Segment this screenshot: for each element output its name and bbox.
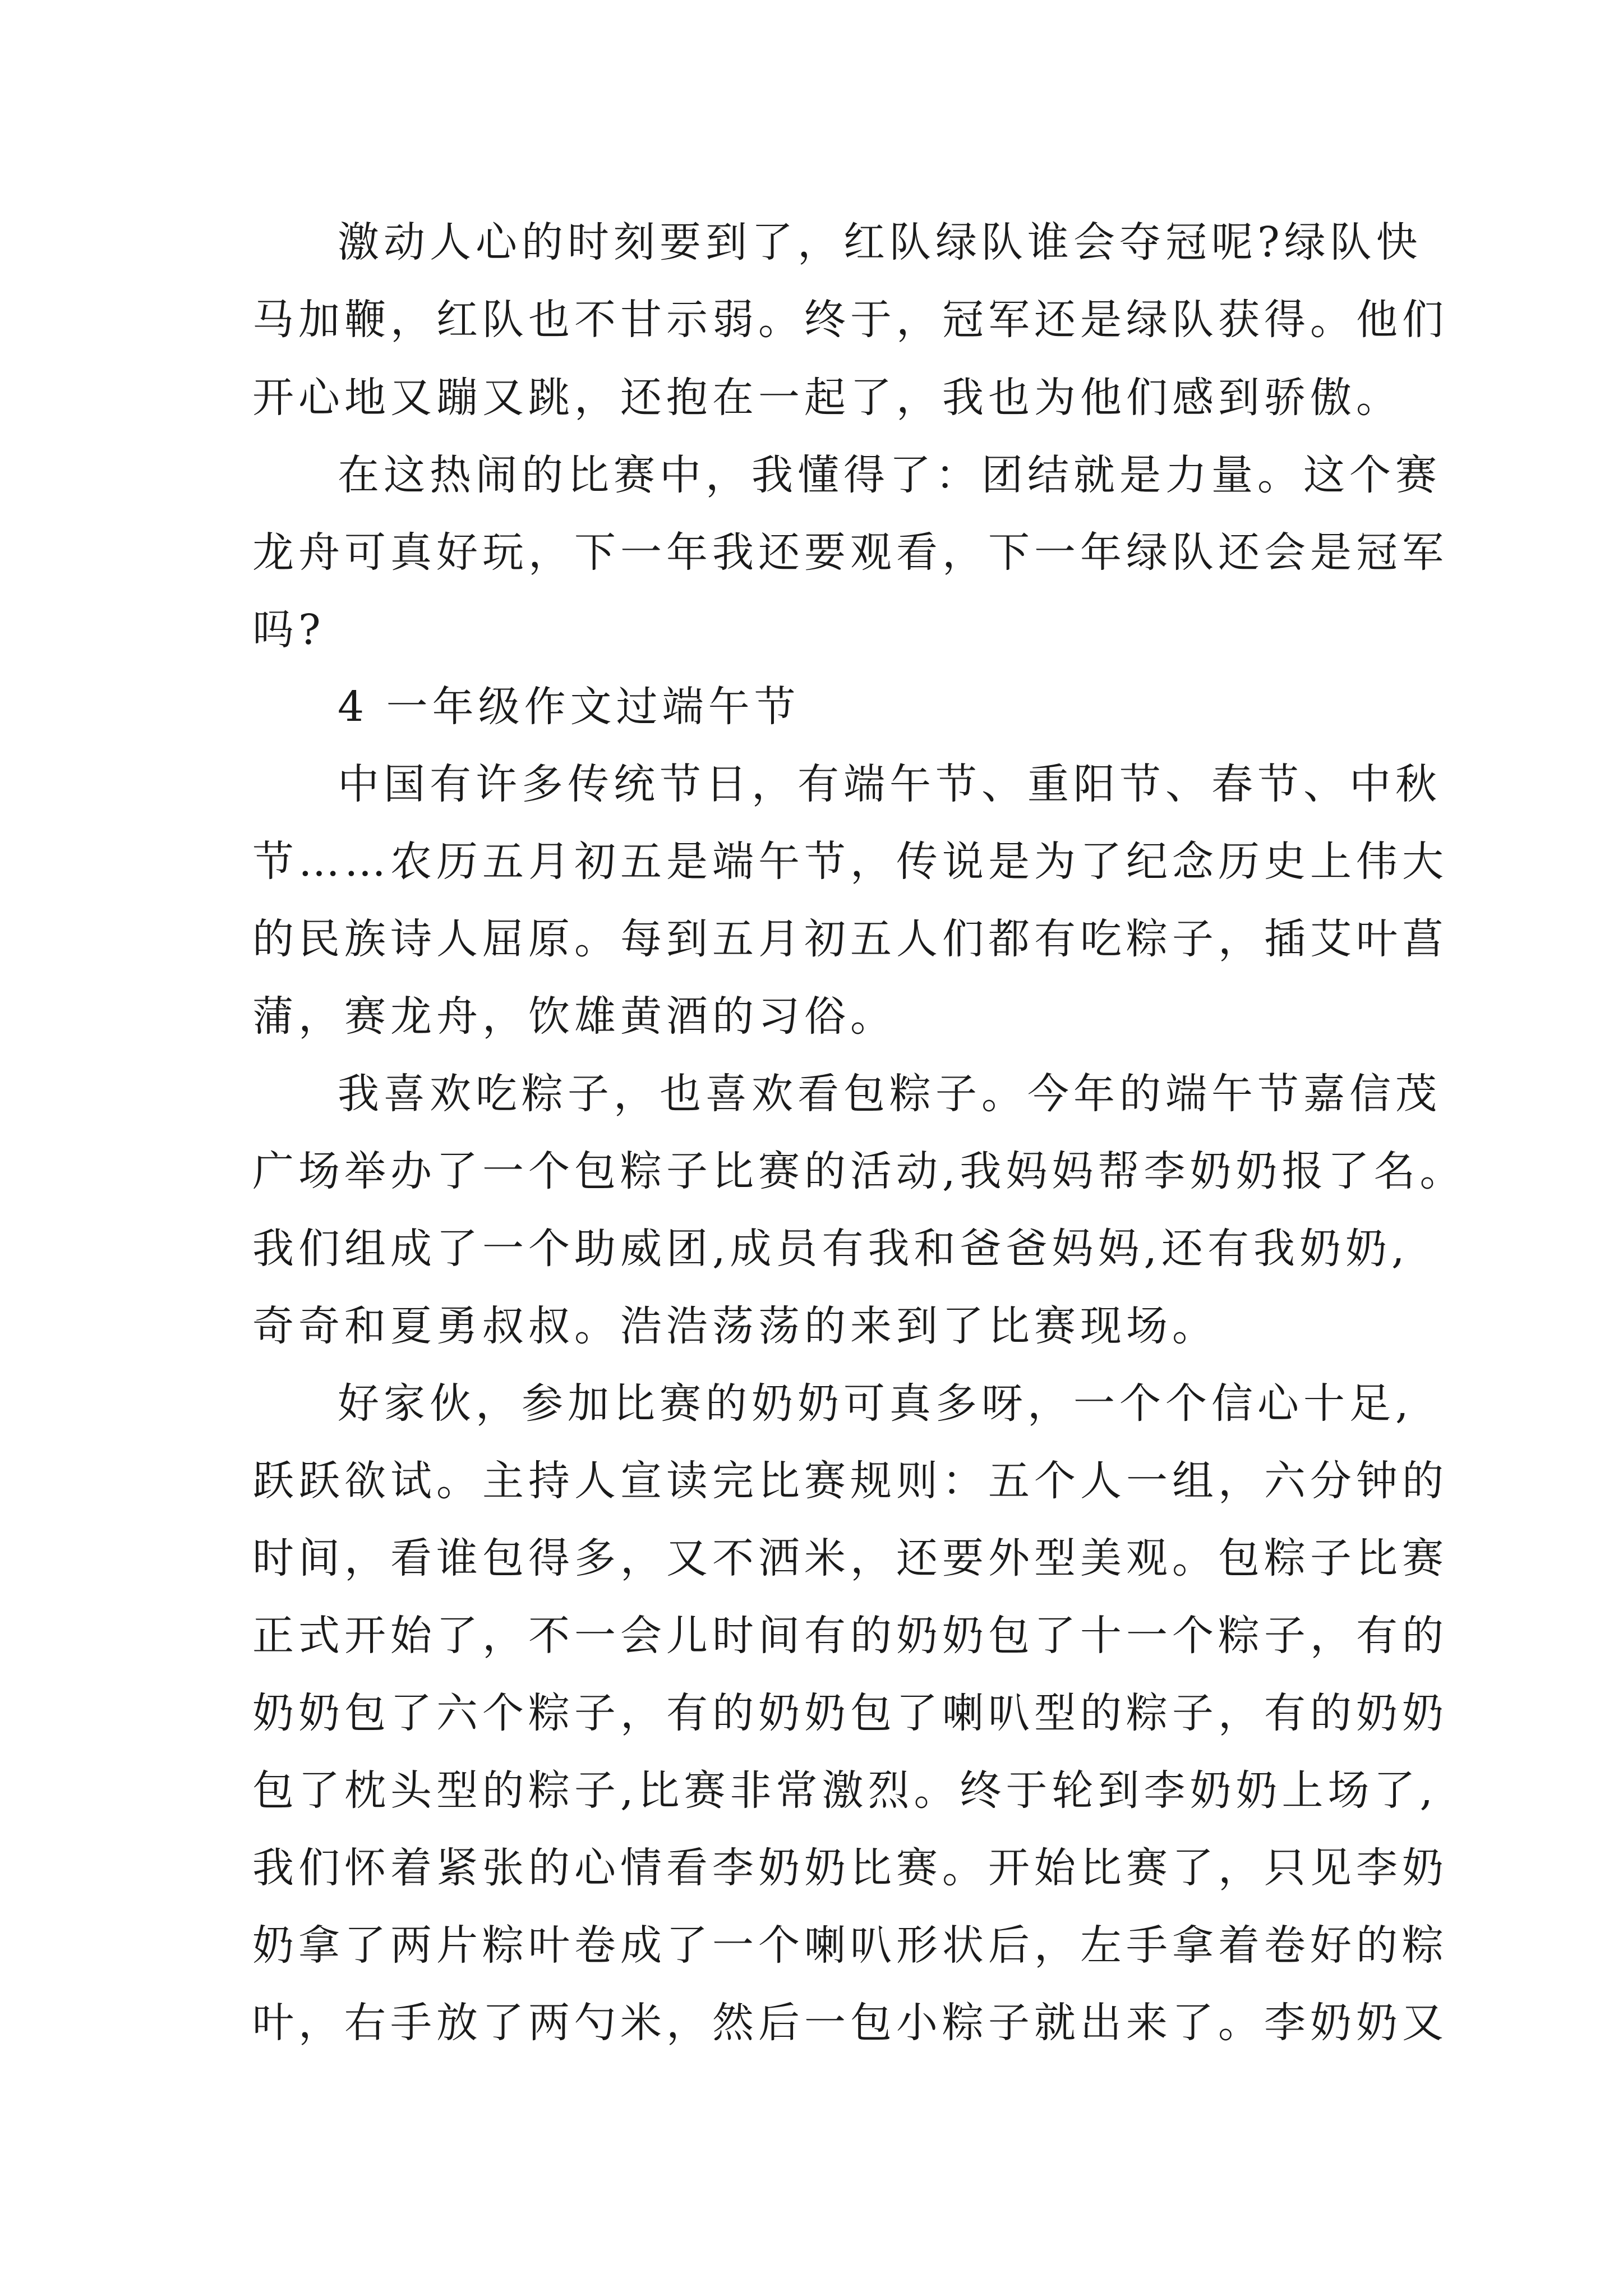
text-line: 时间，看谁包得多，又不洒米，还要外型美观。包粽子比赛	[252, 1534, 1448, 1582]
text-line: 我们怀着紧张的心情看李奶奶比赛。开始比赛了，只见李奶	[252, 1844, 1448, 1892]
text-line: 奇奇和夏勇叔叔。浩浩荡荡的来到了比赛现场。	[252, 1302, 1218, 1350]
text-line: 在这热闹的比赛中，我懂得了：团结就是力量。这个赛	[338, 451, 1441, 499]
text-line: 吗?	[252, 606, 325, 654]
text-line: 节……农历五月初五是端午节，传说是为了纪念历史上伟大	[252, 838, 1448, 886]
text-line: 开心地又蹦又跳，还抱在一起了，我也为他们感到骄傲。	[252, 374, 1402, 422]
text-line: 叶，右手放了两勺米，然后一包小粽子就出来了。李奶奶又	[252, 1999, 1448, 2047]
text-line: 正式开始了，不一会儿时间有的奶奶包了十一个粽子，有的	[252, 1612, 1448, 1660]
text-line: 广场举办了一个包粽子比赛的活动,我妈妈帮李奶奶报了名。	[252, 1147, 1466, 1195]
section-heading: 4 一年级作文过端午节	[338, 683, 800, 731]
text-line: 激动人心的时刻要到了，红队绿队谁会夺冠呢?绿队快	[338, 218, 1422, 266]
text-line: 跃跃欲试。主持人宣读完比赛规则：五个人一组，六分钟的	[252, 1457, 1448, 1505]
text-line: 马加鞭，红队也不甘示弱。终于，冠军还是绿队获得。他们	[252, 296, 1448, 344]
text-line: 我们组成了一个助威团,成员有我和爸爸妈妈,还有我奶奶,	[252, 1225, 1409, 1273]
text-line: 好家伙，参加比赛的奶奶可真多呀，一个个信心十足,	[338, 1379, 1413, 1428]
text-line: 的民族诗人屈原。每到五月初五人们都有吃粽子，插艾叶菖	[252, 915, 1448, 963]
text-line: 包了枕头型的粽子,比赛非常激烈。终于轮到李奶奶上场了,	[252, 1766, 1438, 1815]
text-line: 龙舟可真好玩，下一年我还要观看，下一年绿队还会是冠军	[252, 528, 1448, 577]
text-line: 中国有许多传统节日，有端午节、重阳节、春节、中秋	[338, 760, 1441, 808]
text-line: 奶拿了两片粽叶卷成了一个喇叭形状后，左手拿着卷好的粽	[252, 1921, 1448, 1970]
text-line: 我喜欢吃粽子，也喜欢看包粽子。今年的端午节嘉信茂	[338, 1070, 1441, 1118]
text-line: 蒲，赛龙舟，饮雄黄酒的习俗。	[252, 992, 896, 1041]
text-line: 奶奶包了六个粽子，有的奶奶包了喇叭型的粽子，有的奶奶	[252, 1689, 1448, 1737]
